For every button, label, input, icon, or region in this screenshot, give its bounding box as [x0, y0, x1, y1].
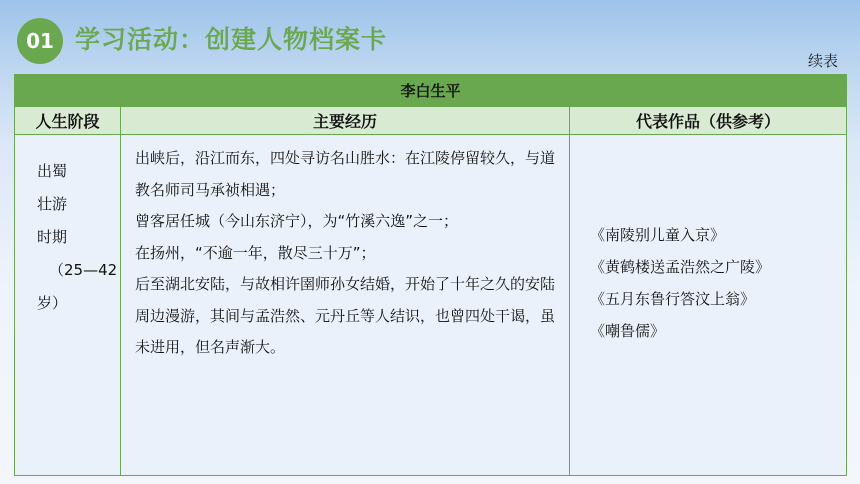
work-title: 《嘲鲁儒》 — [590, 322, 666, 340]
stage-cell — [15, 135, 121, 476]
experience-cell — [121, 135, 570, 476]
stage-line: 壮游 — [37, 195, 68, 213]
stage-line: 出蜀 — [37, 162, 68, 180]
work-title: 《黄鹤楼送孟浩然之广陵》 — [590, 258, 771, 276]
experience-paragraph: 后至湖北安陆，与故相许圉师孙女结婚，开始了十年之久的安陆周边漫游，其间与孟浩然、元丹丘等人结识，也曾四处干谒，虽未进用，但名声渐大。 — [135, 275, 556, 356]
column-header-works: 代表作品（供参考） — [570, 107, 847, 135]
experience-paragraph: 在扬州，“不逾一年，散尽三十万”； — [135, 243, 376, 262]
stage-age-suffix: 岁） — [37, 294, 68, 312]
stage-line: 时期 — [37, 228, 68, 246]
works-cell — [570, 135, 847, 476]
table-caption: 李白生平 — [15, 75, 847, 107]
continued-label: 续表 — [807, 52, 838, 70]
profile-table — [14, 74, 847, 476]
experience-paragraph: 出峡后，沿江而东，四处寻访名山胜水：在江陵停留较久，与道教名师司马承祯相遇； — [135, 149, 556, 199]
column-header-stage: 人生阶段 — [15, 107, 121, 135]
column-header-experience: 主要经历 — [121, 107, 570, 135]
page-title: 学习活动：创建人物档案卡 — [75, 25, 388, 54]
section-number-badge: 01 — [17, 18, 63, 64]
work-title: 《南陵别儿童入京》 — [590, 226, 726, 244]
stage-age-range: （25—42 — [49, 261, 118, 279]
work-title: 《五月东鲁行答汶上翁》 — [590, 290, 756, 308]
experience-paragraph: 曾客居任城（今山东济宁），为“竹溪六逸”之一； — [135, 212, 459, 230]
